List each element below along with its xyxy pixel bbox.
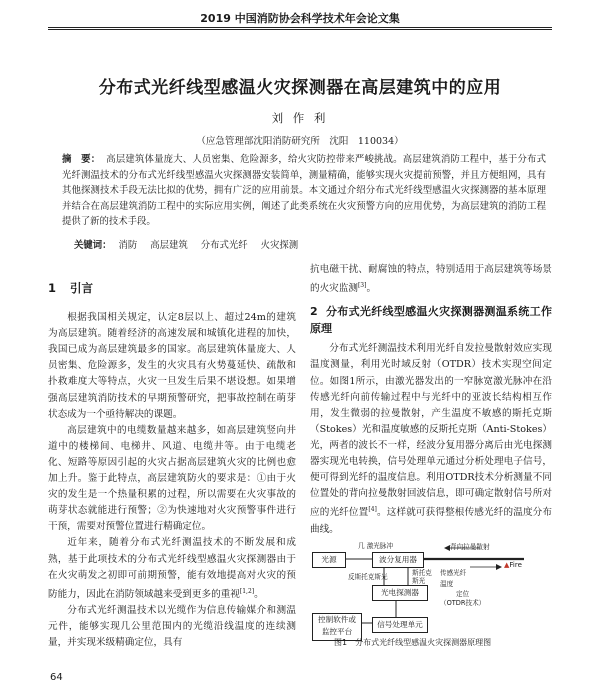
paragraph: 分布式光纤测温技术以光缆作为信息传输媒介和测温元件，能够实现几公里范围内的光缆沿线温度的连续测量，并实现米级精确定位，具有 <box>48 604 296 649</box>
page-number: 64 <box>50 672 63 683</box>
sensing-fiber-label: 传感光纤 <box>440 569 467 577</box>
citation: [1,2] <box>239 587 255 595</box>
wdm-box: 波分复用器 <box>372 552 424 568</box>
paper-title: 分布式光纤线型感温火灾探测器在高层建筑中的应用 <box>98 78 502 98</box>
figure-caption: 图1 分布式光纤线型感温火灾探测器原理图 <box>334 638 492 647</box>
section-1-number: 1 <box>48 281 57 295</box>
otdr-label: （OTDR技术） <box>440 599 486 607</box>
signal-unit-box: 信号处理单元 <box>372 617 428 633</box>
monitor-platform-label: 监控平台 <box>321 627 353 636</box>
section-2-heading <box>310 303 552 337</box>
paragraph: 抗电磁干扰、耐腐蚀的特点，特别适用于高层建筑等场景的火灾监测[3]。 <box>310 264 552 295</box>
temp-label: 温度 <box>440 580 454 588</box>
light-source-box: 光源 <box>312 552 346 568</box>
fire-label <box>504 561 522 569</box>
paragraph-text: 抗电磁干扰、耐腐蚀的特点，特别适用于高层建筑等场景的火灾监测 <box>310 264 552 295</box>
keyword: 消防 <box>118 240 138 251</box>
citation: [3] <box>357 282 367 290</box>
paragraph: 高层建筑中的电缆数量越来越多，如高层建筑竖向井道中的楼梯间、电梯井、风道、电缆井等。由于电缆老化、短路等原因引起的火灾占据高层建筑火灾的比例也愈加上升。鉴于此特点，高层建筑防火的要求是：①由于火灾的发生是一个热量积累的过程，所以需要在火灾事故的萌芽状态就能进行预警；②为快速地对火灾预警事件进行干预，需要对预警位置进行精确定位。 <box>48 424 296 533</box>
keyword: 高层建筑 <box>150 240 188 251</box>
affiliation: （应急管理部沈阳消防研究所 沈阳 110034） <box>196 136 404 147</box>
paragraph <box>310 341 552 537</box>
fire-text: Fire <box>509 561 522 569</box>
abstract-label: 摘 要： <box>62 154 101 165</box>
keyword: 分布式光纤 <box>200 240 248 251</box>
abstract <box>62 152 546 230</box>
paragraph: 根据我国相关规定，认定8层以上、超过24m的建筑为高层建筑。随着经济的高速发展和城镇化进程的加快，我国已成为高层建筑最多的国家。高层建筑体量庞大、人员密集、危险源多，发生的火灾具有火势蔓延快、疏散和扑救难度大等特点，火灾一旦发生后果不堪设想。如果增强高层建筑消防技术的早期预警研究，把事故控制在萌芽状态成为一个亟待解决的课题。 <box>48 312 296 420</box>
section-1-heading <box>48 280 296 296</box>
section-2-title: 分布式光纤线型感温火灾探测器测温系统工作原理 <box>310 305 552 336</box>
keyword: 火灾探测 <box>260 240 299 251</box>
laser-pulse-label: 几 激光脉冲 <box>358 542 394 550</box>
abstract-text: 高层建筑体量庞大、人员密集、危险源多，给火灾防控带来严峻挑战。高层建筑消防工程中，基于分布式光纤测温技术的分布式光纤线型感温火灾探测器安装简单，测量精确，能够实现火灾提前预警，并且方便组网，具有其他探测技术手段无法比拟的优势，拥有广泛的应用前景。本文通过介绍分布式光纤线型感温火灾探测器的基本原理并结合在高层建筑消防工程中的实际应用实例，阐述了此类系统在火灾预警方向的应用优势，为高层建筑的消防工程提供了新的技术手段。 <box>62 154 546 228</box>
running-head: 2019 中国消防协会科学技术年会论文集 <box>200 12 400 25</box>
section-1-title: 引言 <box>70 281 94 295</box>
author: 刘 作 利 <box>271 111 329 125</box>
flame-icon: ▲ <box>504 561 510 569</box>
paragraph-text: 分布式光纤测温技术利用光纤自发拉曼散射效应实现温度测量，利用光时域反射（OTDR）技术实现空间定位。如图1所示，由激光器发出的一窄脉宽激光脉冲在沿传感光纤向前传输过程中与光纤中的亚波长结构相互作用，发生微弱的拉曼散射，产生温度不敏感的斯托克斯（Stokes）光和温度敏感的反斯托克斯（Anti-Stokes）光，两者的波长不一样，经波分复用器分离后由光电探测器实现光电转换，信号处理单元通过分析处理电子信号，便可得到光纤的温度信息。利用OTDR技术分析测量不同位置处的背向拉曼散射回波信息，即可确定散射信号所对应的光纤位置 <box>310 343 553 519</box>
section-2-number: 2 <box>310 305 318 319</box>
citation: [4] <box>368 506 377 514</box>
stokes-label: 斯托克斯光 <box>412 569 432 585</box>
paragraph-text: 近年来，随着分布式光纤测温技术的不断发展和成熟，基于此项技术的分布式光纤线型感温火灾探测器由于在火灾萌发之初即可前期预警，能有效地提高对火灾的预防能力，因此在消防领域越来受到更多的重视 <box>48 537 296 600</box>
position-label: 定位 <box>456 590 470 598</box>
backscatter-label: 背向拉曼散射 <box>450 543 490 551</box>
header-rule <box>48 27 552 30</box>
keywords <box>74 238 544 253</box>
keywords-label: 关键词： <box>74 240 112 251</box>
paragraph: 近年来，随着分布式光纤测温技术的不断发展和成熟，基于此项技术的分布式光纤线型感温火灾探测器由于在火灾萌发之初即可前期预警，能有效地提高对火灾的预防能力，因此在消防领域越来受到更多的重视[1,2]。 <box>48 537 296 600</box>
control-software-label: 控制软件或 <box>318 615 356 624</box>
left-column <box>48 262 296 651</box>
paragraph-tail: 。这样就可获得整根传感光纤的温度分布曲线。 <box>310 507 552 535</box>
anti-stokes-label: 反斯托克斯光 <box>348 573 388 581</box>
detector-box: 光电探测器 <box>372 585 428 601</box>
right-column <box>310 262 552 538</box>
